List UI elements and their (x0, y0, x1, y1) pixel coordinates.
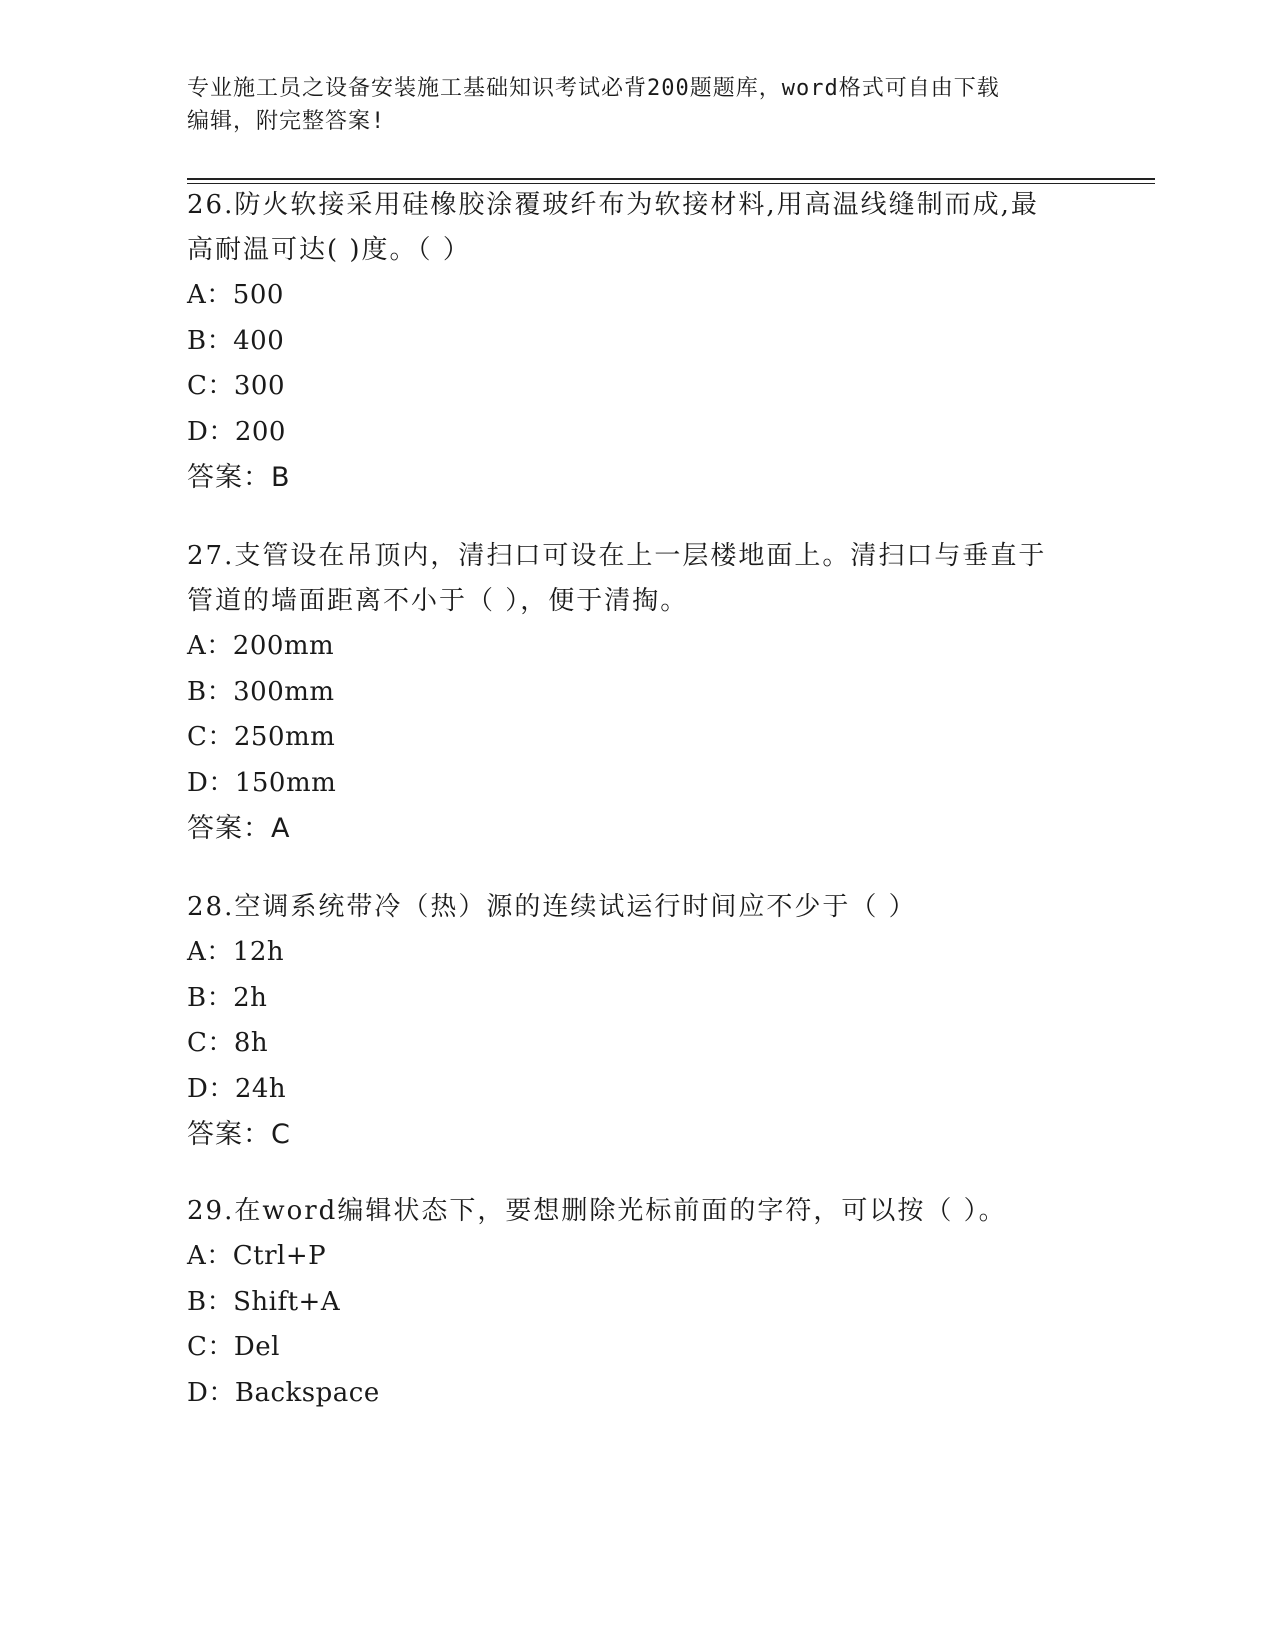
header-line-2: 编辑，附完整答案! (187, 109, 386, 134)
question-text-line-1: 27.支管设在吊顶内，清扫口可设在上一层楼地面上。清扫口与垂直于 (187, 541, 1047, 571)
answer-line: 答案：B (187, 462, 291, 493)
option-d: D：24h (187, 1073, 287, 1104)
option-b: B：2h (187, 982, 268, 1013)
question-27 (187, 534, 1087, 851)
option-a: A：500 (187, 280, 284, 310)
answer-line: 答案：C (187, 1119, 291, 1150)
question-29 (187, 1189, 1087, 1416)
question-26 (187, 183, 1087, 500)
option-c: C：300 (187, 371, 286, 401)
option-a: A：Ctrl+P (187, 1241, 327, 1271)
option-b: B：Shift+A (187, 1286, 341, 1317)
option-b: B：400 (187, 325, 285, 356)
header-line-1: 专业施工员之设备安装施工基础知识考试必背200题题库，word格式可自由下载 (187, 76, 1000, 101)
option-c: C：Del (187, 1332, 280, 1362)
question-28 (187, 885, 1087, 1157)
option-c: C：250mm (187, 722, 336, 752)
question-text-line-2: 管道的墙面距离不小于（ ），便于清掏。 (187, 586, 689, 616)
question-text (187, 183, 1087, 273)
option-c: C：8h (187, 1028, 269, 1058)
option-a: A：12h (187, 937, 285, 967)
question-text-line-1: 26.防火软接采用硅橡胶涂覆玻纤布为软接材料,用高温线缝制而成,最 (187, 190, 1039, 220)
option-b: B：300mm (187, 676, 335, 707)
document-header (187, 72, 1087, 138)
option-d: D：150mm (187, 767, 337, 798)
option-a: A：200mm (187, 631, 335, 661)
answer-line: 答案：A (187, 813, 291, 844)
question-text (187, 1189, 1087, 1234)
question-text-line-1: 28.空调系统带冷（热）源的连续试运行时间应不少于（ ） (187, 892, 917, 922)
question-text-line-2: 高耐温可达( )度。（ ） (187, 235, 471, 265)
option-d: D：200 (187, 416, 286, 447)
question-text (187, 885, 1087, 930)
option-d: D：Backspace (187, 1377, 380, 1408)
question-text (187, 534, 1087, 624)
question-text-line-1: 29.在word编辑状态下，要想删除光标前面的字符，可以按（ ）。 (187, 1196, 1007, 1226)
